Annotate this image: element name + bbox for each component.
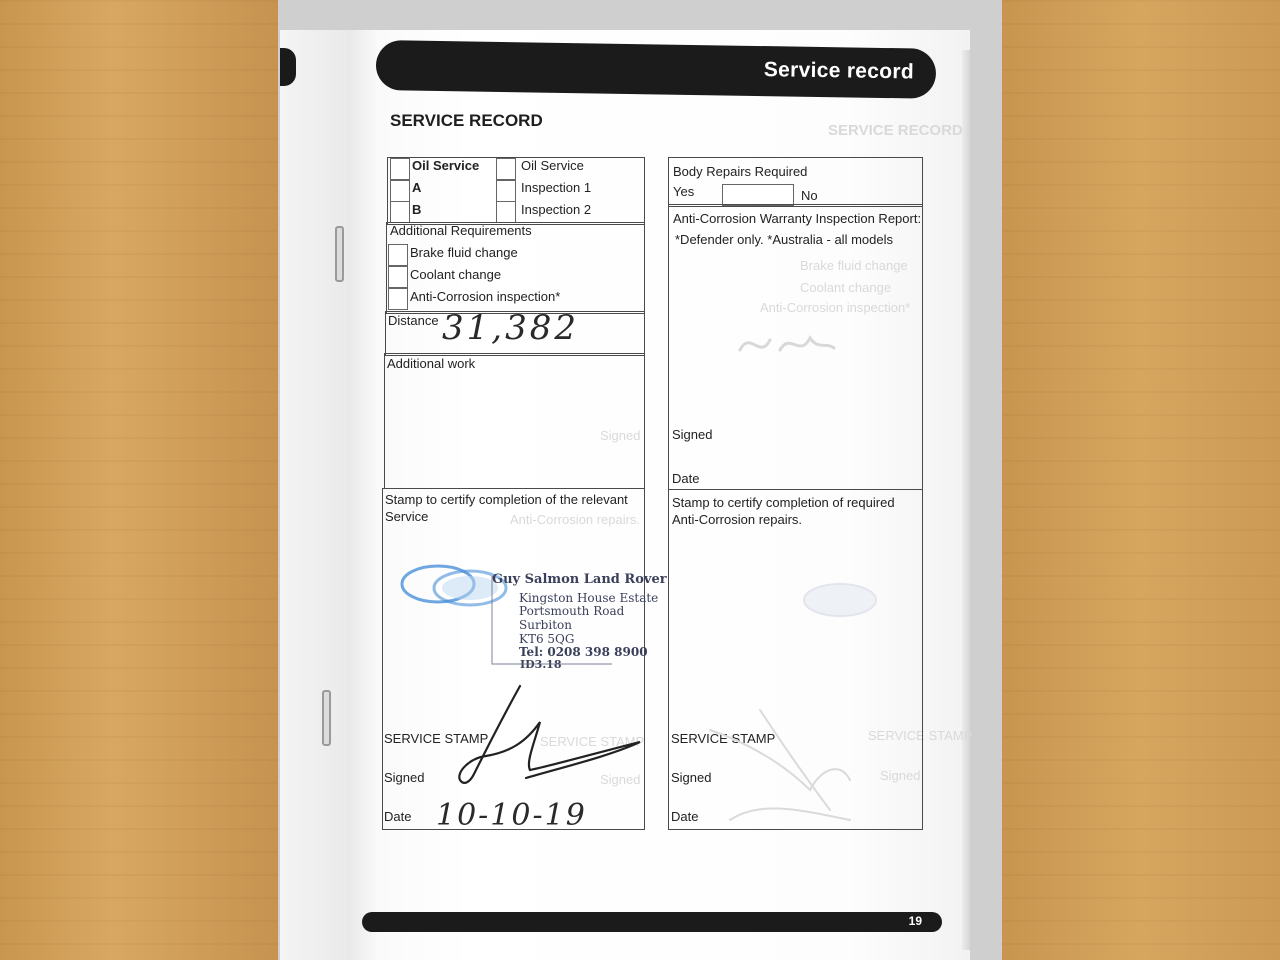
date-label-right: Date bbox=[672, 471, 700, 486]
option-b-label: B bbox=[412, 202, 422, 217]
service-stamp-label: SERVICE STAMP bbox=[384, 731, 489, 746]
additional-work-box bbox=[384, 353, 645, 489]
warranty-report-label: Anti-Corrosion Warranty Inspection Report: bbox=[673, 211, 922, 226]
stamp-line: KT6 5QG bbox=[519, 632, 575, 646]
stamp-caption: Stamp to certify completion of the relevant Service bbox=[385, 492, 628, 524]
ghost-text: Signed bbox=[600, 772, 641, 787]
anti-corrosion-stamp-caption: Stamp to certify completion of required Anti-Corrosion repairs. bbox=[672, 495, 895, 527]
distance-value: 31,382 bbox=[442, 308, 579, 348]
checkbox[interactable] bbox=[390, 180, 410, 202]
page-title: SERVICE RECORD bbox=[390, 111, 543, 130]
service-stamp-label-right: SERVICE STAMP bbox=[671, 731, 776, 746]
ghost-text: Anti-Corrosion inspection* bbox=[760, 300, 911, 315]
additional-requirements-label: Additional Requirements bbox=[390, 223, 532, 238]
yes-label: Yes bbox=[673, 184, 695, 199]
stamp-line: Guy Salmon Land Rover bbox=[492, 572, 667, 587]
body-repairs-label: Body Repairs Required bbox=[673, 164, 808, 179]
checkbox[interactable] bbox=[388, 288, 408, 310]
coolant-label: Coolant change bbox=[410, 267, 502, 282]
staple-top bbox=[335, 226, 344, 282]
yes-field[interactable] bbox=[722, 184, 794, 206]
inspection-1-label: Inspection 1 bbox=[521, 180, 592, 195]
ghost-handwriting bbox=[700, 320, 860, 370]
signed-label: Signed bbox=[384, 770, 425, 785]
ghost-text: SERVICE STAMP bbox=[868, 728, 973, 743]
no-label: No bbox=[801, 188, 818, 203]
ghost-text: SERVICE STAMP bbox=[540, 734, 645, 749]
checkbox[interactable] bbox=[388, 244, 408, 266]
stamp-line: Portsmouth Road bbox=[519, 604, 625, 618]
ghost-text: Coolant change bbox=[800, 280, 892, 295]
additional-work-label: Additional work bbox=[387, 356, 476, 371]
date-label: Date bbox=[384, 809, 412, 824]
signed-label-right: Signed bbox=[672, 427, 713, 442]
checkbox[interactable] bbox=[496, 180, 516, 202]
date-value: 10-10-19 bbox=[436, 798, 587, 833]
anti-corrosion-label: Anti-Corrosion inspection* bbox=[410, 289, 561, 304]
inspection-2-label: Inspection 2 bbox=[521, 202, 592, 217]
distance-label: Distance bbox=[388, 313, 439, 328]
defender-note: *Defender only. *Australia - all models bbox=[675, 232, 893, 247]
stamp-line: ID3.18 bbox=[520, 658, 562, 671]
date-label-right-2: Date bbox=[671, 809, 699, 824]
ghost-text: Signed bbox=[880, 768, 921, 783]
brake-fluid-label: Brake fluid change bbox=[410, 245, 518, 260]
staple-bottom bbox=[322, 690, 331, 746]
checkbox[interactable] bbox=[496, 158, 516, 180]
wood-table-left bbox=[0, 0, 280, 960]
checkbox[interactable] bbox=[388, 266, 408, 288]
header-title: Service record bbox=[763, 58, 915, 84]
checkbox[interactable] bbox=[390, 158, 410, 180]
stamp-line: Tel: 0208 398 8900 bbox=[519, 645, 648, 659]
ghost-text: Anti-Corrosion repairs. bbox=[510, 512, 641, 527]
ghost-text: Signed bbox=[600, 428, 641, 443]
page-stack-edge bbox=[962, 50, 970, 950]
wood-table-right bbox=[1000, 0, 1280, 960]
stamp-line: Kingston House Estate bbox=[519, 591, 659, 605]
option-a-label: A bbox=[412, 180, 422, 195]
checkbox[interactable] bbox=[496, 201, 516, 223]
footer-bar bbox=[362, 912, 942, 932]
ghost-logo bbox=[800, 578, 910, 624]
stamp-border bbox=[484, 572, 619, 668]
header-bar bbox=[376, 40, 937, 99]
oil-service-heading: Oil Service bbox=[412, 158, 480, 173]
signature bbox=[430, 682, 650, 792]
checkbox[interactable] bbox=[390, 201, 410, 223]
ghost-text: Brake fluid change bbox=[800, 258, 908, 273]
signed-label-right-2: Signed bbox=[671, 770, 712, 785]
ghost-text: SERVICE RECORD bbox=[828, 122, 963, 139]
left-page-tab bbox=[280, 48, 296, 86]
oil-service-label: Oil Service bbox=[521, 158, 584, 173]
page-number: 19 bbox=[908, 914, 922, 928]
stamp-line: Surbiton bbox=[519, 618, 572, 632]
ghost-signature bbox=[700, 700, 880, 840]
